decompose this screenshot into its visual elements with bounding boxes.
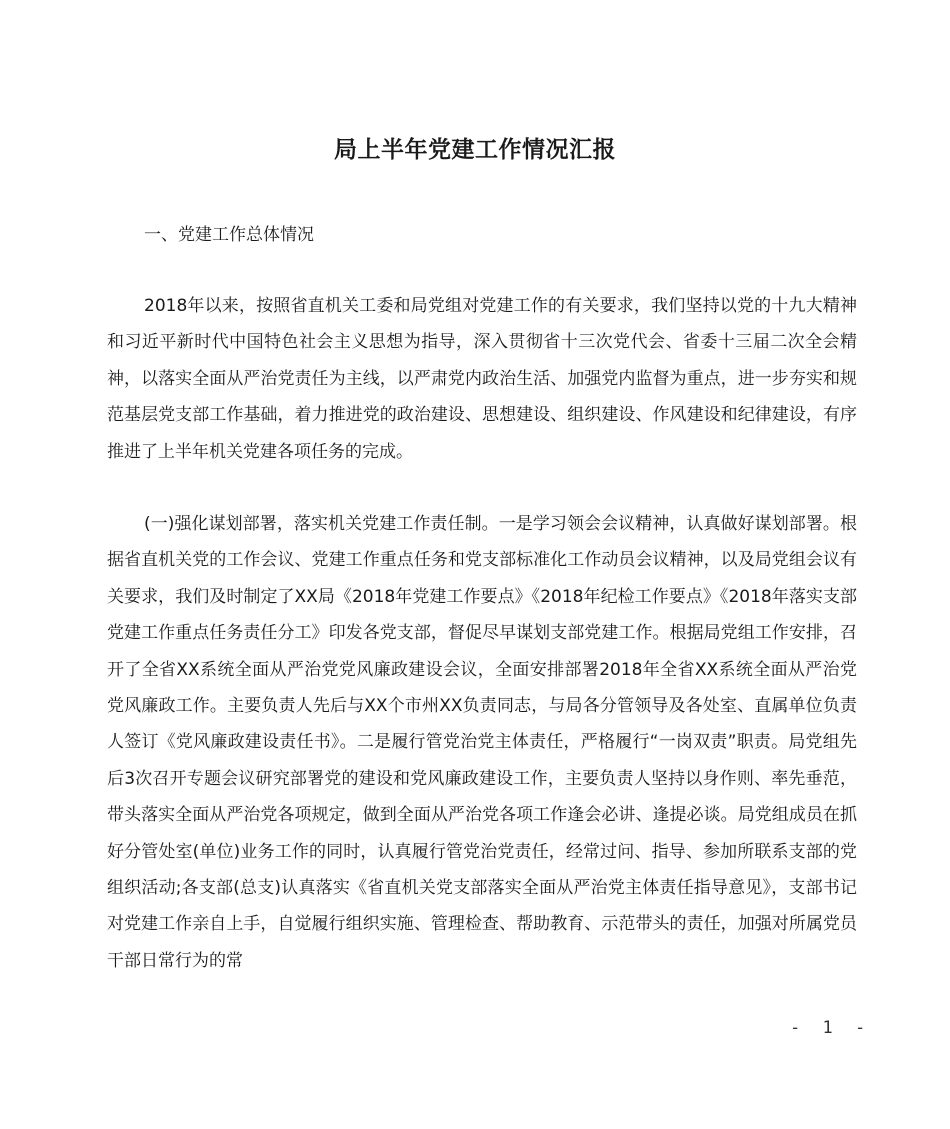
section-heading: 一、党建工作总体情况 [144, 225, 314, 245]
document-title: 局上半年党建工作情况汇报 [334, 137, 616, 163]
body-paragraph-1: 2018年以来，按照省直机关工委和局党组对党建工作的有关要求，我们坚持以党的十九大精神和习近平新时代中国特色社会主义思想为指导，深入贯彻省十三次党代会、省委十三届二次全会精神，以落实全面从严治党责任为主线，以严肃党内政治生活、加强党内监督为重点，进一步夯实和规范基层党支部工作基础，着力推进党的政治建设、思想建设、组织建设、作风建设和纪律建设，有序推进了上半年机关党建各项任务的完成。 [107, 296, 857, 462]
page-number: - 1 - [790, 1018, 872, 1038]
body-paragraph-2: (一)强化谋划部署，落实机关党建工作责任制。一是学习领会会议精神，认真做好谋划部署。根据省直机关党的工作会议、党建工作重点任务和党支部标准化工作动员会议精神，以及局党组会议有关要求，我们及时制定了XX局《2018年党建工作要点》《2018年纪检工作要点》《2018年落实支部党建工作重点任务责任分工》印发各党支部，督促尽早谋划支部党建工作。根据局党组工作安排，召开了全省XX系统全面从严治党党风廉政建设会议，全面安排部署2018年全省XX系统全面从严治党党风廉政工作。主要负责人先后与XX个市州XX负责同志，与局各分管领导及各处室、直属单位负责人签订《党风廉政建设责任书》。二是履行管党治党主体责任，严格履行“一岗双责”职责。局党组先后3次召开专题会议研究部署党的建设和党风廉政建设工作，主要负责人坚持以身作则、率先垂范，带头落实全面从严治党各项规定，做到全面从严治党各项工作逢会必讲、逢提必谈。局党组成员在抓好分管处室(单位)业务工作的同时，认真履行管党治党责任，经常过问、指导、参加所联系支部的党组织活动;各支部(总支)认真落实《省直机关党支部落实全面从严治党主体责任指导意见》，支部书记对党建工作亲自上手，自觉履行组织实施、管理检查、帮助教育、示范带头的责任，加强对所属党员干部日常行为的常 [107, 514, 857, 971]
